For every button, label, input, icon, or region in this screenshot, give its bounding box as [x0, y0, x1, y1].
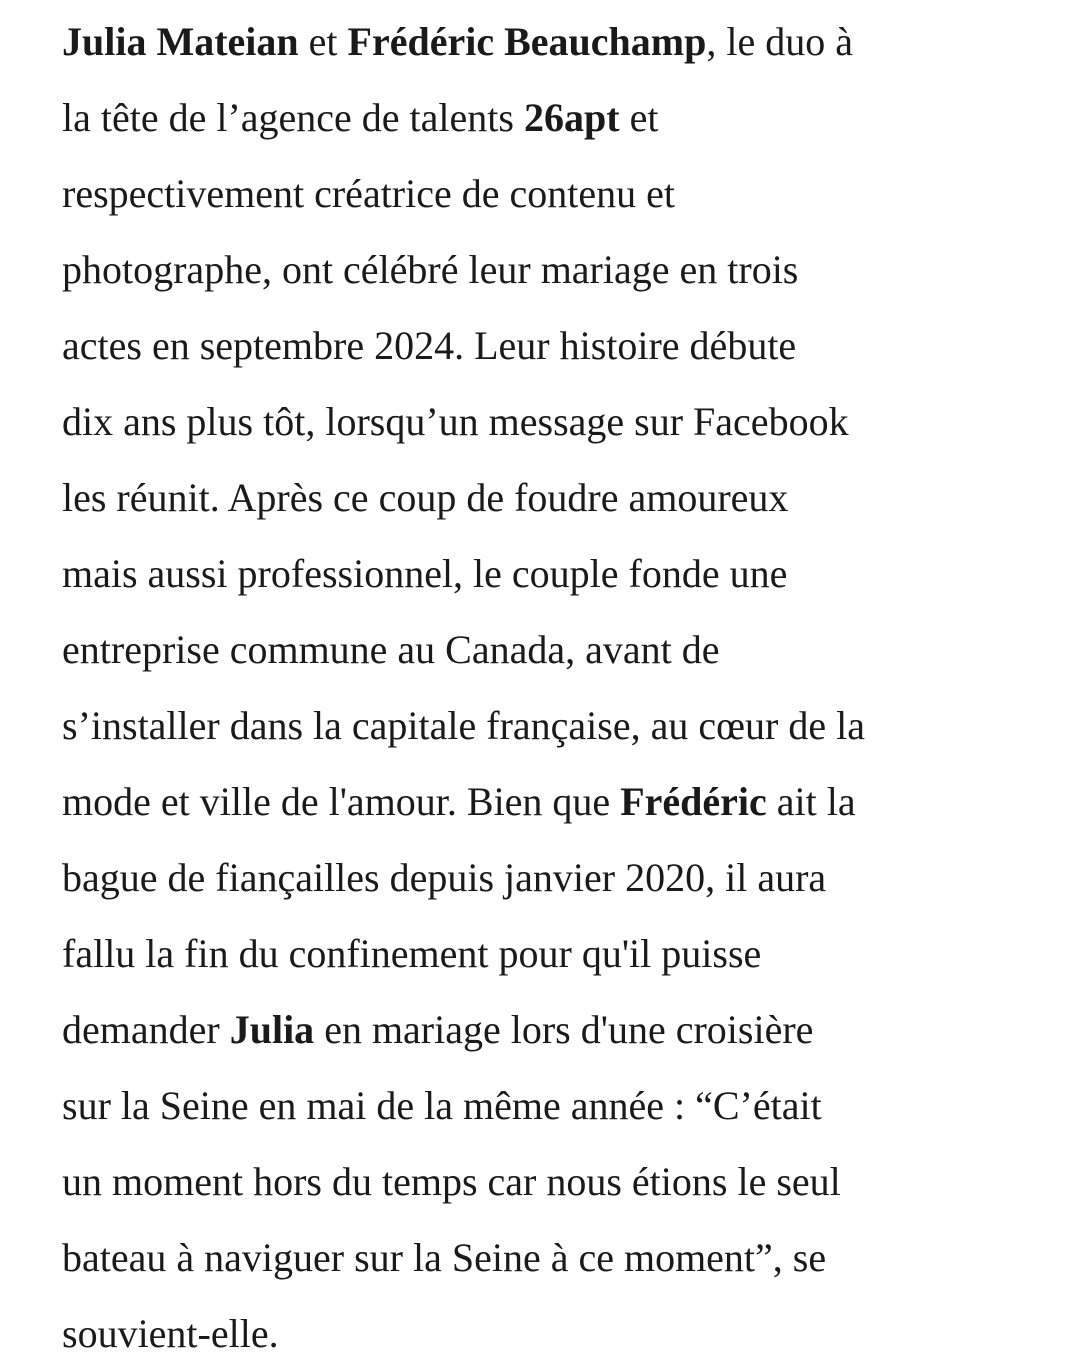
bold-name-text: Julia Mateian [62, 19, 299, 64]
body-text: entreprise commune au Canada, avant de [62, 627, 720, 672]
text-line [62, 536, 1052, 612]
text-line [62, 1220, 1052, 1296]
text-line [62, 840, 1052, 916]
body-text: sur la Seine en mai de la même année : “C’était [62, 1083, 822, 1128]
body-text: bateau à naviguer sur la Seine à ce moment”, se [62, 1235, 827, 1280]
text-line [62, 156, 1052, 232]
text-line [62, 612, 1052, 688]
bold-name-text: 26apt [523, 95, 620, 140]
text-line [62, 764, 1052, 840]
bold-name-text: Frédéric [620, 779, 767, 824]
body-text: s’installer dans la capitale française, au cœur de la [62, 703, 865, 748]
body-text: mais aussi professionnel, le couple fonde une [62, 551, 788, 596]
body-text: , le duo à [706, 19, 853, 64]
body-text: photographe, ont célébré leur mariage en trois [62, 247, 799, 292]
text-line [62, 4, 1052, 80]
text-line [62, 1296, 1052, 1372]
text-line [62, 916, 1052, 992]
body-text: et [298, 19, 348, 64]
text-line [62, 384, 1052, 460]
body-text: dix ans plus tôt, lorsqu’un message sur Facebook [62, 399, 849, 444]
body-text: demander [62, 1007, 230, 1052]
body-text: ait la [766, 779, 856, 824]
body-text: mode et ville de l'amour. Bien que [62, 779, 621, 824]
body-text: et [619, 95, 659, 140]
bold-name-text: Julia [229, 1007, 315, 1052]
text-line [62, 688, 1052, 764]
body-text: bague de fiançailles depuis janvier 2020, il aura [62, 855, 827, 900]
body-text: souvient-elle. [62, 1311, 279, 1356]
body-text: les réunit. Après ce coup de foudre amoureux [62, 475, 789, 520]
text-line [62, 232, 1052, 308]
body-text: en mariage lors d'une croisière [314, 1007, 814, 1052]
text-line [62, 80, 1052, 156]
text-line [62, 1068, 1052, 1144]
body-text: la tête de l’agence de talents [62, 95, 524, 140]
body-text: un moment hors du temps car nous étions le seul [62, 1159, 841, 1204]
text-line [62, 1144, 1052, 1220]
article-paragraph [62, 4, 1052, 1372]
text-line [62, 460, 1052, 536]
body-text: fallu la fin du confinement pour qu'il puisse [62, 931, 762, 976]
body-text: actes en septembre 2024. Leur histoire débute [62, 323, 797, 368]
bold-name-text: Frédéric Beauchamp [347, 19, 707, 64]
text-line [62, 992, 1052, 1068]
body-text: respectivement créatrice de contenu et [62, 171, 675, 216]
text-line [62, 308, 1052, 384]
